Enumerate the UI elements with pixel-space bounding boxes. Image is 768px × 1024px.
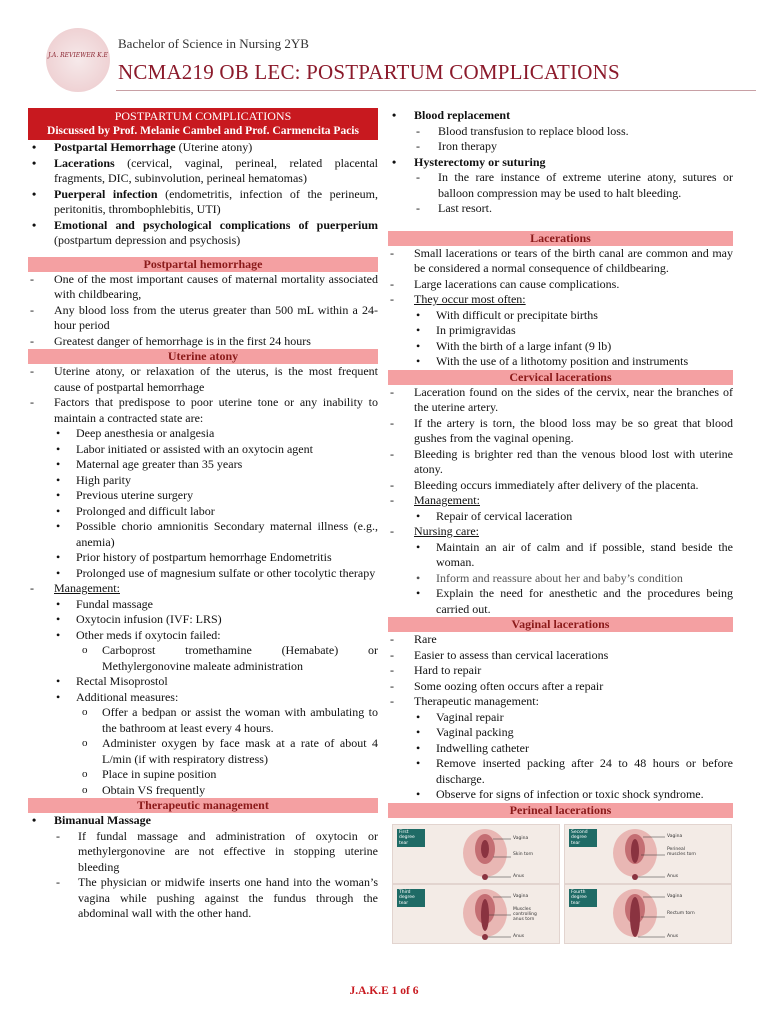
list-item: - If the artery is torn, the blood loss may be so great that blood gushes from the vaginal opening.: [388, 416, 733, 447]
list-item: - Therapeutic management:: [388, 694, 733, 710]
blood-heading: [388, 108, 733, 124]
list-item: - The physician or midwife inserts one hand into the woman’s vagina while pushing against the fundus through the abdominal wall with the other hand.: [28, 875, 378, 922]
bimanual-heading: [28, 813, 378, 829]
list-item: - Iron therapy: [388, 139, 733, 155]
management-list-2: [28, 674, 378, 705]
diagram-label: Anus: [513, 873, 525, 879]
list-item: - Rare: [388, 632, 733, 648]
list-item: - They occur most often:: [388, 292, 733, 308]
section-banner-lacerations: Lacerations: [388, 231, 733, 246]
lacerations-list: [388, 246, 733, 308]
list-item: o Obtain VS frequently: [28, 783, 378, 799]
page-footer: J.A.K.E 1 of 6: [349, 985, 419, 997]
diagram-tag: Second degree tear: [569, 829, 597, 847]
list-item: • Blood replacement: [388, 108, 733, 124]
list-item: - Easier to assess than cervical lacerations: [388, 648, 733, 664]
cervical-list: [388, 385, 733, 509]
first-degree-tear-diagram: [392, 824, 560, 884]
list-item: - Laceration found on the sides of the cervix, near the branches of the uterine artery.: [388, 385, 733, 416]
section-banner-atony: Uterine atony: [28, 349, 378, 364]
diagram-label: Skin torn: [513, 851, 534, 857]
list-item: • Inform and reassure about her and baby’s condition: [388, 571, 733, 587]
anatomy-illustration: [565, 885, 731, 943]
list-item: • Remove inserted packing after 24 to 48 hours or before discharge.: [388, 756, 733, 787]
list-item: • Vaginal repair: [388, 710, 733, 726]
bimanual-list: [28, 829, 378, 922]
list-item: - Hard to repair: [388, 663, 733, 679]
fourth-degree-tear-diagram: [564, 884, 732, 944]
diagram-label: Vagina: [513, 893, 529, 899]
logo-text: J.A. REVIEWER K.E: [48, 52, 108, 59]
section-banner-main: [28, 108, 378, 140]
nursing-heading: [388, 524, 733, 540]
diagram-label: Rectum torn: [667, 910, 695, 916]
list-item: • With difficult or precipitate births: [388, 308, 733, 324]
pph-list: [28, 272, 378, 350]
factors-list: [28, 426, 378, 581]
cervical-management-list: [388, 509, 733, 525]
list-item: - Last resort.: [388, 201, 733, 217]
hysterectomy-list: [388, 170, 733, 217]
list-item: - Some oozing often occurs after a repair: [388, 679, 733, 695]
list-item: • In primigravidas: [388, 323, 733, 339]
second-degree-tear-diagram: [564, 824, 732, 884]
left-column: [28, 108, 378, 922]
list-item: • Maintain an air of calm and if possible, stand beside the woman.: [388, 540, 733, 571]
header-divider: [116, 90, 756, 91]
anatomy-illustration: [393, 825, 559, 883]
list-item: • Repair of cervical laceration: [388, 509, 733, 525]
diagram-tag: Fourth degree tear: [569, 889, 597, 907]
list-item: • High parity: [28, 473, 378, 489]
blood-list: [388, 124, 733, 155]
diagram-tag: Third degree tear: [397, 889, 425, 907]
list-item: • Fundal massage: [28, 597, 378, 613]
list-item: • Emotional and psychological complications of puerperium (postpartum depression and psychosis): [28, 218, 378, 249]
list-item: • With the birth of a large infant (9 lb): [388, 339, 733, 355]
list-item: • Rectal Misoprostol: [28, 674, 378, 690]
list-item: • Indwelling catheter: [388, 741, 733, 757]
diagram-label: Anus: [667, 873, 679, 879]
section-banner-vaginal: Vaginal lacerations: [388, 617, 733, 632]
diagram-label: Anus: [667, 933, 679, 939]
list-item: • Explain the need for anesthetic and the procedures being carried out.: [388, 586, 733, 617]
banner-subtitle: Discussed by Prof. Melanie Cambel and Prof. Carmencita Pacis: [47, 125, 359, 137]
occur-list: [388, 308, 733, 370]
list-item: • With the use of a lithotomy position and instruments: [388, 354, 733, 370]
list-item: o Place in supine position: [28, 767, 378, 783]
list-item: • Labor initiated or assisted with an oxytocin agent: [28, 442, 378, 458]
list-item: - Management:: [28, 581, 378, 597]
list-item: • Bimanual Massage: [28, 813, 378, 829]
reviewer-logo: [46, 28, 110, 92]
list-item: • Oxytocin infusion (IVF: LRS): [28, 612, 378, 628]
list-item: • Other meds if oxytocin failed:: [28, 628, 378, 644]
perineal-tear-diagrams: [388, 820, 733, 944]
right-column: [388, 108, 733, 944]
intro-list: [28, 140, 378, 249]
list-item: - Small lacerations or tears of the birth canal are common and may be considered a normal consequence of childbearing.: [388, 246, 733, 277]
diagram-label: Vagina: [667, 893, 683, 899]
list-item: • Puerperal infection (endometritis, infection of the perineum, peritonitis, thrombophlebitis, UTI): [28, 187, 378, 218]
list-item: - One of the most important causes of maternal mortality associated with childbearing,: [28, 272, 378, 303]
list-item: o Administer oxygen by face mask at a rate of about 4 L/min (if with respiratory distress): [28, 736, 378, 767]
list-item: • Hysterectomy or suturing: [388, 155, 733, 171]
list-item: o Offer a bedpan or assist the woman with ambulating to the bathroom at least every 4 hours.: [28, 705, 378, 736]
list-item: - Any blood loss from the uterus greater than 500 mL within a 24-hour period: [28, 303, 378, 334]
list-item: - Nursing care:: [388, 524, 733, 540]
section-banner-cervical: Cervical lacerations: [388, 370, 733, 385]
section-banner-perineal: Perineal lacerations: [388, 803, 733, 818]
section-banner-therapeutic: Therapeutic management: [28, 798, 378, 813]
list-item: • Postpartal Hemorrhage (Uterine atony): [28, 140, 378, 156]
anatomy-illustration: [565, 825, 731, 883]
list-item: - Bleeding is brighter red than the venous blood lost with uterine atony.: [388, 447, 733, 478]
section-banner-pph: Postpartal hemorrhage: [28, 257, 378, 272]
list-item: - If fundal massage and administration of oxytocin or methylergonovine are not effective in stopping uterine bleeding: [28, 829, 378, 876]
list-item: o Carboprost tromethamine (Hemabate) or Methylergonovine maleate administration: [28, 643, 378, 674]
nursing-list: [388, 540, 733, 618]
list-item: • Prior history of postpartum hemorrhage Endometritis: [28, 550, 378, 566]
banner-title: POSTPARTUM COMPLICATIONS: [114, 109, 292, 123]
list-item: • Observe for signs of infection or toxic shock syndrome.: [388, 787, 733, 803]
list-item: • Maternal age greater than 35 years: [28, 457, 378, 473]
course-subtitle: Bachelor of Science in Nursing 2YB: [118, 36, 309, 51]
page-header: [40, 24, 740, 104]
list-item: - Large lacerations can cause complications.: [388, 277, 733, 293]
vaginal-management-list: [388, 710, 733, 803]
list-item: - Bleeding occurs immediately after delivery of the placenta.: [388, 478, 733, 494]
management-heading: [28, 581, 378, 597]
diagram-label: Anus: [513, 933, 525, 939]
list-item: - Greatest danger of hemorrhage is in the first 24 hours: [28, 334, 378, 350]
diagram-label: Perineal muscles torn: [667, 846, 696, 857]
list-item: • Prolonged use of magnesium sulfate or other tocolytic therapy: [28, 566, 378, 582]
list-item: • Prolonged and difficult labor: [28, 504, 378, 520]
list-item: - Blood transfusion to replace blood loss.: [388, 124, 733, 140]
list-item: • Additional measures:: [28, 690, 378, 706]
diagram-tag: First degree tear: [397, 829, 425, 847]
list-item: • Lacerations (cervical, vaginal, perineal, related placental fragments, DIC, subinvolution, perineal hematomas): [28, 156, 378, 187]
list-item: - Management:: [388, 493, 733, 509]
atony-list: [28, 364, 378, 426]
list-item: • Vaginal packing: [388, 725, 733, 741]
list-item: - Uterine atony, or relaxation of the uterus, is the most frequent cause of postpartal hemorrhage: [28, 364, 378, 395]
list-item: • Possible chorio amnionitis Secondary maternal illness (e.g., anemia): [28, 519, 378, 550]
vaginal-list: [388, 632, 733, 710]
management-list: [28, 597, 378, 644]
list-item: • Previous uterine surgery: [28, 488, 378, 504]
list-item: - Factors that predispose to poor uterine tone or any inability to maintain a contracted state are:: [28, 395, 378, 426]
hysterectomy-heading: [388, 155, 733, 171]
additional-measures-list: [28, 705, 378, 798]
document-title: NCMA219 OB LEC: POSTPARTUM COMPLICATIONS: [118, 60, 620, 84]
diagram-label: Vagina: [513, 835, 529, 841]
diagram-label: Muscles controlling anus torn: [513, 906, 537, 922]
third-degree-tear-diagram: [392, 884, 560, 944]
list-item: - In the rare instance of extreme uterine atony, sutures or balloon compression may be used to halt bleeding.: [388, 170, 733, 201]
diagram-label: Vagina: [667, 833, 683, 839]
list-item: • Deep anesthesia or analgesia: [28, 426, 378, 442]
other-meds-list: [28, 643, 378, 674]
